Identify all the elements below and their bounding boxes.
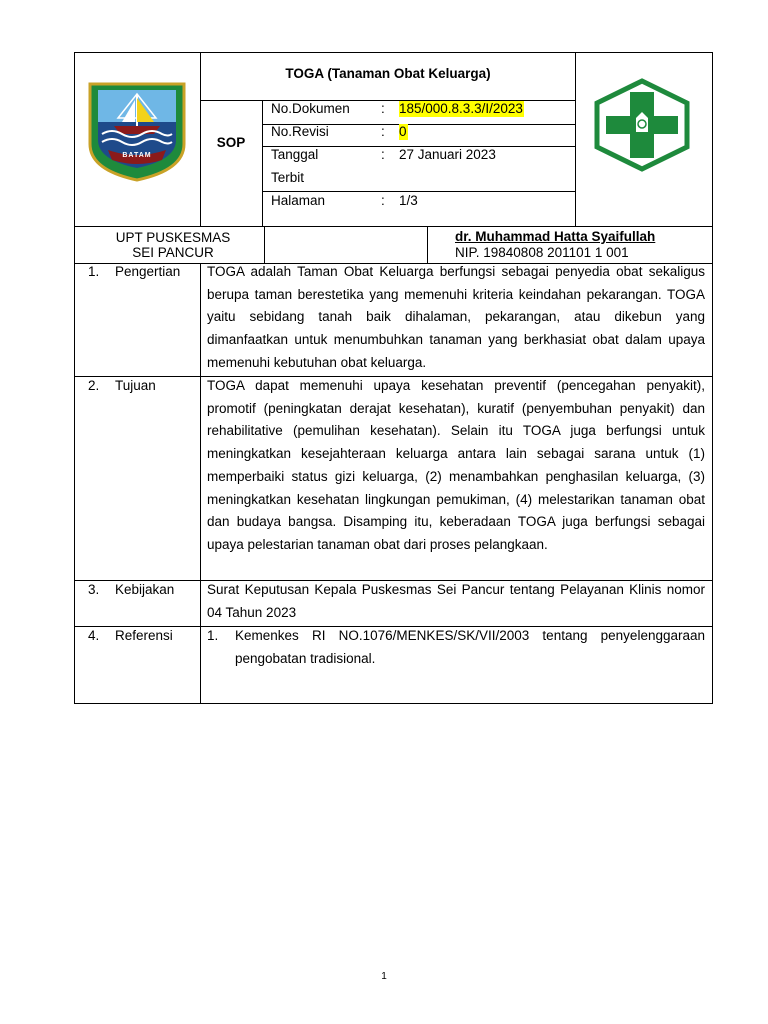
revision-value: 0 bbox=[399, 124, 407, 139]
section-4-label: Referensi bbox=[115, 628, 173, 643]
signer-name: dr. Muhammad Hatta Syaifullah bbox=[455, 229, 656, 244]
page-number: 1 bbox=[381, 971, 387, 982]
divider-v-sop bbox=[262, 100, 263, 227]
section-2-label: Tujuan bbox=[115, 378, 156, 393]
signer-nip: NIP. 19840808 201101 1 001 bbox=[455, 245, 629, 260]
revision-sep: : bbox=[381, 124, 385, 139]
issue-date-sep: : bbox=[381, 147, 385, 162]
doc-number-label: No.Dokumen bbox=[271, 101, 350, 116]
doc-number-sep: : bbox=[381, 101, 385, 116]
section-1-text: TOGA adalah Taman Obat Keluarga berfungsi sebagai penyedia obat sekaligus berupa taman berestetika yang memenuhi kriteria keindahan pekarangan. TOGA yaitu sebidang tanah baik dihalaman, pekarangan, atau dikebun yang dimanfaatkan untuk menumbuhkan tanaman yang berkhasiat obat dalam upaya memenuhi kebutuhan obat keluarga. bbox=[207, 264, 705, 370]
section-1-number: 1. bbox=[88, 264, 100, 279]
page-count-value: 1/3 bbox=[399, 193, 418, 208]
unit-name-line2: SEI PANCUR bbox=[132, 245, 214, 260]
issue-date-label-2: Terbit bbox=[271, 170, 305, 185]
content-divider-v bbox=[200, 263, 201, 704]
section-3-number: 3. bbox=[88, 582, 100, 597]
doc-number-value: 185/000.8.3.3/I/2023 bbox=[399, 101, 523, 116]
section-4-number: 4. bbox=[88, 628, 100, 643]
empty-cell-border bbox=[264, 226, 428, 264]
sop-label: SOP bbox=[216, 135, 246, 150]
section-2-text: TOGA dapat memenuhi upaya kesehatan preventif (pencegahan penyakit), promotif (peningkatan derajat kesehatan), kuratif (penyembuhan penyakit) dan rehabilitative (pemulihan kesehatan). Selain itu TOGA juga berfungsi untuk meningkatkan kesejahteraan keluarga antara lain sebagai sarana untuk (1) memperbaiki status gizi keluarga, (2) menambahkan penghasilan keluarga, (3) meningkatkan kesehatan lingkungan pemukiman, (4) melestarikan tanaman obat dan budaya bangsa. Disamping itu, keberadaan TOGA juga berfungsi sebagai upaya pelestarian tanaman obat dari proses pelangkaan. bbox=[207, 378, 705, 552]
section-3-text: Surat Keputusan Kepala Puskesmas Sei Pancur tentang Pelayanan Klinis nomor 04 Tahun 2023 bbox=[207, 582, 705, 620]
divider-h-row3 bbox=[262, 191, 576, 192]
page-count-sep: : bbox=[381, 193, 385, 208]
issue-date-label: Tanggal bbox=[271, 147, 319, 162]
revision-label: No.Revisi bbox=[271, 124, 329, 139]
page-count-label: Halaman bbox=[271, 193, 326, 208]
unit-name-line1: UPT PUSKESMAS bbox=[115, 230, 231, 245]
section-3-label: Kebijakan bbox=[115, 582, 175, 597]
section-1-label: Pengertian bbox=[115, 264, 181, 279]
batam-emblem-logo bbox=[88, 82, 186, 182]
reference-item-number: 1. bbox=[207, 628, 219, 643]
puskesmas-logo bbox=[590, 78, 694, 172]
section-2-number: 2. bbox=[88, 378, 100, 393]
reference-item-text: Kemenkes RI NO.1076/MENKES/SK/VII/2003 tentang penyelenggaraan pengobatan tradisional. bbox=[235, 628, 705, 666]
issue-date-value: 27 Januari 2023 bbox=[399, 147, 496, 162]
document-title: TOGA (Tanaman Obat Keluarga) bbox=[285, 66, 491, 81]
batam-emblem-text: BATAM bbox=[122, 152, 152, 159]
